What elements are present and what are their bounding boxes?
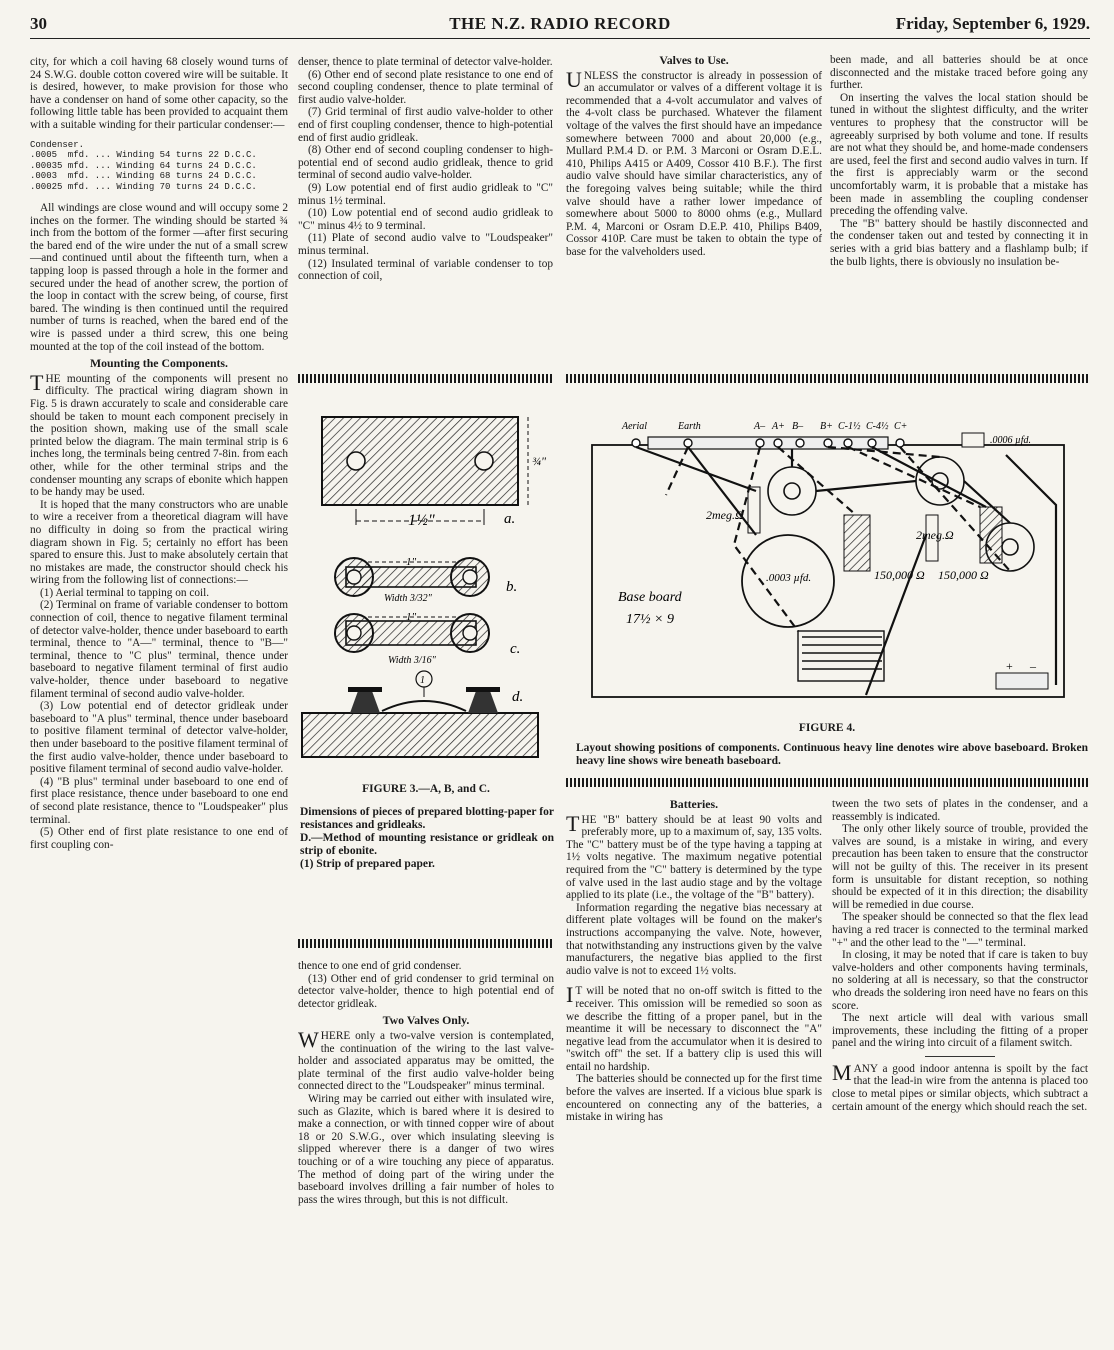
paragraph: THE "B" battery should be at least 90 volts and preferably more, up to a maximum of, say, 135 volts. The "C" battery must be of the type having a tapping at 1½ volts negative. The maximum negative potential required from the "C" battery is determined by the type of valve used in the last audio stage and by the voltage applied to its plate (i.e., the voltage of the "B" battery).: [566, 810, 822, 902]
column-1: [30, 56, 288, 851]
table-header: Condenser.: [30, 139, 85, 150]
page-header: [30, 14, 1090, 39]
connection-item: (3) Low potential end of detector gridleak under baseboard to "A plus" terminal, thence under baseboard to positive filament terminal of detector valve-holder, then under baseboard to the positive filament terminal of the first audio valve-holder, thence under baseboard to positive filament terminal of second audio valve-holder.: [30, 700, 288, 776]
dim-a-height: ¾": [532, 454, 547, 468]
hatched-rule: [566, 374, 1088, 383]
paragraph: been made, and all batteries should be at once disconnected and the mistake traced before going any further.: [830, 54, 1088, 92]
connection-item: (10) Low potential end of second audio gridleak to "C" minus 4½ to 9 terminal.: [298, 207, 553, 232]
marker-1: 1: [420, 675, 425, 686]
terminal-label: Earth: [678, 421, 701, 432]
terminal-strip: [621, 421, 907, 432]
gridleak-2-label: 2meg.Ω: [916, 528, 954, 542]
paragraph: Wiring may be carried out either with insulated wire, such as Glazite, which is bared where it is desired to make a connection, or with tinned copper wire of about 18 or 20 S.W.G., over which insulating sleeving is slipped wherever there is a danger of two wires touching or of a wire touching any piece of apparatus. The method of doing part of the wiring under the baseboard involves drilling a fair number of holes to pass the wires through, but this is not difficult.: [298, 1092, 554, 1206]
resistance: [844, 515, 870, 571]
figure-3-caption-body: [300, 806, 554, 871]
paragraph: denser, thence to plate terminal of detector valve-holder.: [298, 56, 553, 68]
connection-item: (9) Low potential end of first audio gridleak to "C" minus 1½ terminal.: [298, 181, 553, 207]
table-row: .0003 mfd. ... Winding 68 turns 24 D.C.C.: [30, 171, 257, 182]
terminal-label: B+: [820, 421, 833, 432]
figure-4-caption: Layout showing positions of components. Continuous heavy line denotes wire above baseboard. Broken heavy line shows wire beneath baseboard.: [576, 742, 1088, 767]
connection-item: (11) Plate of second audio valve to "Loudspeaker" minus terminal.: [298, 232, 553, 257]
cond-main-label: .0003 µfd.: [766, 572, 812, 584]
connection-item: (7) Grid terminal of first audio valve-holder to other end of first coupling condenser, thence to high-potential end of first audio gridleak.: [298, 106, 553, 144]
column-2-bottom: [298, 960, 554, 1206]
paragraph: In closing, it may be noted that if care is taken to buy valve-holders and other components having terminals, no soldering at all is necessary, so that the constructor who dreads the soldering iron need have no fears on this score.: [832, 949, 1088, 1012]
column-3-bottom: [566, 798, 822, 1124]
caption-line: Dimensions of pieces of prepared blotting-paper for resistances and gridleaks.: [300, 806, 554, 831]
dim-a-width: 1½": [408, 512, 435, 529]
baseboard-size: 17½ × 9: [626, 612, 674, 627]
paragraph: THE mounting of the components will present no difficulty. The practical wiring diagram shown in Fig. 5 is drawn accurately to scale and considerable care should be taken to mount each component precisely in the position shown, making use of the small scale printed below the diagram. The main terminal strip is 6 inches long, the terminals being centred 7-8in. from each other, while for the other terminal strips and the condenser mounting any scraps of ebonite which happen to be handy may be used.: [30, 369, 288, 499]
paragraph: The "B" battery should be hastily disconnected and the condenser taken out and tested by connecting it in series with a grid bias battery and a flashlamp bulb; if the bulb lights, there is obviously no insulation be-: [830, 217, 1088, 268]
page-number: 30: [30, 14, 47, 33]
section-heading: Valves to Use.: [659, 53, 729, 67]
small-condenser-label: .0006 µfd.: [990, 435, 1032, 446]
column-4-top: [830, 54, 1088, 268]
paragraph: On inserting the valves the local station should be tuned in without the slightest difficulty, and the writer ventures to prophesy that the constructor will be agreeably surprised by both volume and tone. If results are not what they should be, and home-made condensers are used, feel the first and second audio valves in turn. If the first is appreciably warm or the second uncomfortably warm, it is probable that a mistake has been made in assembling the coupling condenser preceding the offending valve.: [830, 91, 1088, 218]
gridleak-1-label: 2meg.Ω: [706, 508, 744, 522]
section-heading: Mounting the Components.: [90, 356, 228, 371]
hatched-rule: [566, 778, 1088, 787]
label-a: a.: [504, 511, 516, 527]
res-1-label: 150,000 Ω: [874, 568, 925, 582]
hatched-rule: [298, 939, 554, 948]
paragraph: Information regarding the negative bias necessary at different plate voltages will be found on the maker's instructions accompanying the valve. Note, however, that notwithstanding any instructions given by the valve manufacturers, the negative bias applied to the first audio valve is not to exceed 1½ volts.: [566, 901, 822, 977]
paragraph: The speaker should be connected so that the flex lead having a red tracer is connected to the terminal marked "+" and the other lead to the "—" terminal.: [832, 911, 1088, 949]
figure-3-diagram: [298, 395, 554, 780]
coil: [798, 631, 884, 681]
paragraph: city, for which a coil having 68 closely wound turns of 24 S.W.G. double cotton covered wire will be suitable. It is desired, however, to make provision for those who have a condenser on hand of some other capacity, so the following little table has been provided to acquaint them with a suitable winding for their particular condenser:—: [30, 56, 288, 131]
dim-c-len: 1": [406, 611, 417, 623]
baseboard-label: Base board: [618, 590, 682, 605]
publication-title: THE N.Z. RADIO RECORD: [449, 14, 671, 33]
width-b: Width 3/32": [384, 593, 432, 604]
figure-3-caption: [300, 783, 552, 796]
section-heading: Batteries.: [669, 797, 719, 811]
section-heading: Two Valves Only.: [382, 1013, 470, 1028]
paragraph: MANY a good indoor antenna is spoilt by the fact that the lead-in wire from the antenna is placed too close to metal pipes or similar objects, which subtract a certain amount of the energy which should reach the set.: [832, 1059, 1088, 1113]
figure-4-caption-title: FIGURE 4.: [798, 722, 856, 734]
caption-title: FIGURE 3.—A, B, and C.: [362, 783, 490, 795]
label-d: d.: [512, 689, 524, 705]
caption-line: (1) Strip of prepared paper.: [300, 858, 435, 870]
column-2-top: [298, 56, 553, 283]
issue-date: Friday, September 6, 1929.: [895, 14, 1090, 33]
paragraph: The only other likely source of trouble, provided the valves are sound, is a mistake in wiring, and every precaution has been taken to ensure that the constructor will not be guilty of this. The receiver in its present form is unsuitable for distant reception, so nothing should be expected of it in this direction; the disability will be remedied in due course.: [832, 823, 1088, 911]
connection-item: (4) "B plus" terminal under baseboard to one end of first place resistance, thence under baseboard to one end of second plate resistance, thence to "Loudspeaker" plus terminal.: [30, 775, 288, 826]
wiring-beneath: [666, 447, 1010, 631]
connection-item: (5) Other end of first plate resistance to one end of first coupling con-: [30, 826, 288, 851]
paragraph: All windings are close wound and will occupy some 2 inches on the former. The winding should be started ¾ inch from the bottom of the former —after first securing the bared end of the wire under the nut of a small screw—and continued until about the fifteenth turn, when a tapping loop is passed through a hole in the former and secured under the head of another screw, the portion of the loop in contact with the screw being, of course, first bared. The winding is then continued until the required number of turns is reached, when the bared end of the wire is passed under a third screw, this one being mounted at the top of the coil instead of the bottom.: [30, 202, 288, 353]
paragraph: tween the two sets of plates in the condenser, and a reassembly is indicated.: [832, 798, 1088, 823]
connection-item: (1) Aerial terminal to tapping on coil.: [40, 586, 210, 599]
label-c: c.: [510, 641, 521, 657]
column-4-bottom: [832, 798, 1088, 1113]
terminal-label: C+: [894, 421, 908, 432]
dim-b-len: 1": [406, 556, 417, 568]
hatched-rule: [298, 374, 554, 383]
connection-item: (2) Terminal on frame of variable condenser to bottom connection of coil, thence to negative filament terminal of detector valve-holder, thence under baseboard to earth terminal, thence to "A—" terminal, thence to "B—" terminal, thence to "C plus" terminal, thence under baseboard to negative filament terminal of first audio valve-holder, thence under baseboard to negative filament terminal of second audio valve-holder.: [30, 599, 288, 700]
connection-item: (12) Insulated terminal of variable condenser to top connection of coil,: [298, 257, 553, 283]
paragraph: UNLESS the constructor is already in possession of an accumulator or valves of a different voltage it is recommended that a 4-volt accumulator and valves of the 4-volt class be purchased. Whatever the filament voltage of the valves the first should have an impedance somewhere between 7000 and about 20,000 (e.g., Mullard P.M.4 D. or P.M. 3 Marconi or Osram D.E.L. 410, Philips A415 or A409, Cossor 410 B.F.). The first audio valve should have similar characteristics, any of the foregoing valves being suitable; while the third valve should have a rather lower impedance of somewhere about 5000 to 8000 ohms (e.g., Mullard P.M. 4, Marconi or Osram D.E.P. 410, Philips B409, Cossor 410P. Care must be taken to obtain the type of base for the valveholders used.: [566, 66, 822, 258]
resistance: [980, 507, 1002, 563]
paragraph: IT will be noted that no on-off switch is fitted to the receiver. This omission will be remedied so soon as we describe the fitting of a proper panel, but in the meantime it will be necessary to disconnect the "A" negative lead from the accumulator when it is desired to "switch off" the set. If a battery clip is used this will entail no hardship.: [566, 982, 822, 1073]
speaker-minus: –: [1030, 659, 1036, 673]
table-row: .0005 mfd. ... Winding 54 turns 22 D.C.C.: [30, 150, 257, 161]
speaker-plus: +: [1006, 659, 1013, 673]
condenser-table: [30, 140, 288, 193]
paragraph: The next article will deal with various small improvements, these including the fitting of a proper panel and the wiring into circuit of a filament switch.: [832, 1012, 1088, 1050]
paragraph: WHERE only a two-valve version is contemplated, the continuation of the wiring to the last valve-holder and associated apparatus may be omitted, the plate terminal of the first audio valve-holder being connected direct to the "Loudspeaker" minus terminal.: [298, 1026, 554, 1093]
connection-item: (8) Other end of second coupling condenser to high-potential end of second audio gridleak, thence to grid terminal of second audio valve-holder.: [298, 144, 553, 182]
terminal-label: B–: [792, 421, 804, 432]
terminal-label: A+: [772, 421, 785, 432]
figure-4-diagram: [566, 395, 1090, 717]
terminal-label: Aerial: [622, 421, 647, 432]
caption-line: D.—Method of mounting resistance or gridleak on strip of ebonite.: [300, 832, 554, 857]
table-row: .00035 mfd. ... Winding 64 turns 24 D.C.C.: [30, 160, 257, 171]
terminal-label: C-4½: [866, 421, 889, 432]
divider: [925, 1056, 995, 1057]
baseboard-outline: [592, 445, 1064, 697]
column-3-top: [566, 54, 822, 259]
terminal-label: A–: [754, 421, 766, 432]
connection-item: (13) Other end of grid condenser to grid terminal on detector valve-holder, thence to high potential end of detector gridleak.: [298, 972, 554, 1010]
label-b: b.: [506, 579, 518, 595]
paragraph: The batteries should be connected up for the first time before the valves are inserted. If a vicious blue spark is encountered on connecting any of the batteries, a mistake in wiring has: [566, 1073, 822, 1124]
connection-item: (6) Other end of second plate resistance to one end of second coupling condenser, thence to plate terminal of first audio valve-holder.: [298, 68, 553, 106]
res-2-label: 150,000 Ω: [938, 568, 989, 582]
paragraph: thence to one end of grid condenser.: [298, 960, 462, 972]
width-c: Width 3/16": [388, 655, 436, 666]
terminal-label: C-1½: [838, 421, 861, 432]
paragraph: It is hoped that the many constructors who are unable to wire a receiver from a theoretical diagram will have no difficulty in doing so from the practical wiring diagram shown in Fig. 5; certainly no effort has been spared to ensure this. Just to make absolutely certain that no mistakes are made, the constructor should check his wiring from the following list of connections:—: [30, 498, 288, 587]
table-row: .00025 mfd. ... Winding 70 turns 24 D.C.C.: [30, 181, 257, 192]
